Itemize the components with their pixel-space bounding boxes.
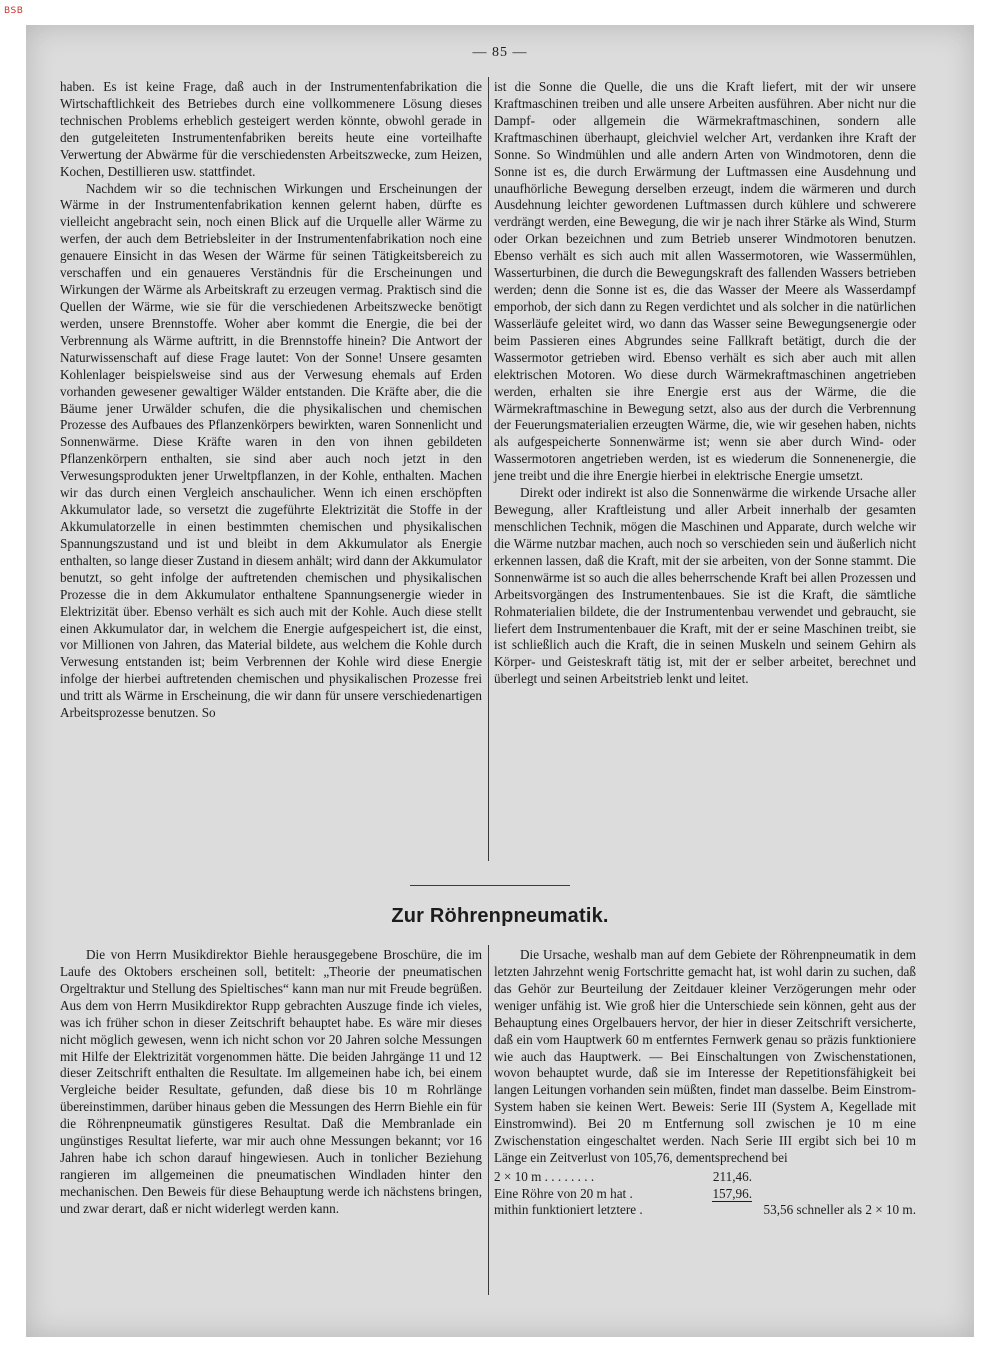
section-separator [410, 885, 570, 886]
calc-value: 211,46. [712, 1168, 752, 1184]
calc-label: Eine Röhre von 20 m hat . [494, 1185, 633, 1201]
column-divider-top [488, 77, 489, 861]
calc-value-underlined: 157,96. [712, 1185, 752, 1201]
calc-result [764, 1202, 916, 1219]
calc-row [494, 1185, 916, 1202]
paragraph: ist die Sonne die Quelle, die uns die Kraft liefert, mit der wir unsere Kraftmaschinen treiben und alle unsere Arbeiten ausführen. Aber nicht nur die Dampf- oder allgemein die Wärmekraftmaschinen, sondern alle Kraftmaschinen überhaupt, gleichviel welcher Art, verdanken ihre Kraft der Sonne. So Windmühlen und alle andern Arten von Windmotoren, denn die Sonne ist es, die durch Erwärmung der Luftmassen eine Ausdehnung und unaufhörliche Bewegung derselben erzeugt, indem die wärmeren und durch Ausdehnung leichter gewordenen Luftmassen durch kühlere und schwerere verdrängt werden, eine Bewegung, die wir je nach ihrer Stärke als Wind, Sturm oder Orkan bezeichnen und zum Betrieb unserer Windmotoren benutzen. Ebenso verhält es sich auch mit allen Wassermotoren, wie Wassermühlen, Wasserturbinen, die durch die Bewegungskraft des fallenden Wassers betrieben werden; denn die Sonne ist es, die das Wasser der Meere als Wasserdampf emporhob, der sich dann zu Regen verdichtet und als solcher in die natürlichen Wasserläufe geleitet wird, wo dann das Wasser seine Bewegungsenergie oder beim Passieren eines Abgrundes seine Fallkraft betätigt, durch die der Wassermotor getrieben wird. Ebenso verhält es sich aber auch mit allen elektrischen Motoren. Wo diese durch Wärmekraftmaschinen angetrieben werden, erhalten sie ihre Energie erst aus der Wärme, die die Wärmekraftmaschine in Bewegung setzt, also aus der durch die Verbrennung der Feuerungsmaterialien erzeugten Wärme, die, wie wir gesehen haben, nichts als aufgespeicherte Sonnenwärme ist; wenn sie aber durch Wind- oder Wassermotoren angetrieben werden, ist es wiederum die Sonnenenergie, die jene treibt und die ihre Energie hierbei in elektrische Energie umsetzt. [494, 79, 916, 484]
page-number: — 85 — [472, 45, 528, 60]
article2-heading: Zur Röhrenpneumatik. [391, 905, 609, 927]
calculation-table [494, 1168, 916, 1202]
article1-column-left [60, 79, 482, 722]
calc-label: mithin funktioniert letztere . [494, 1201, 643, 1217]
calc-label: 2 × 10 m . . . . . . . . [494, 1168, 595, 1184]
paragraph: haben. Es ist keine Frage, daß auch in der Instrumentenfabrikation die Wirtschaftlichkeit des Betriebes durch eine vollkommenere Lösung dieses technischen Problems erheblich gesteigert werden könnte, obwohl gerade in den gutgeleiteten Instrumentenfabriken bereits heute eine vorteilhafte Verwertung der Abwärme für die verschiedensten Arbeitszwecke, zum Heizen, Kochen, Destillieren usw. stattfindet. [60, 79, 482, 179]
column-divider-bottom [488, 945, 489, 1295]
paragraph: Die von Herrn Musikdirektor Biehle herausgegebene Broschüre, die im Laufe des Oktobers erscheinen soll, betitelt: „Theorie der pneumatischen Orgeltraktur und Stellung des Spieltisches“ kann man nur mit Freude begrüßen. Aus dem von Herrn Musikdirektor Rupp gebrachten Auszuge finde ich vieles, was ich früher schon in dieser Zeitschrift behauptet habe. Es wäre mir dieses nicht möglich gewesen, wenn ich nicht schon vor 20 Jahren solche Messungen mit Hilfe der Elektrizität vorgenommen hätte. Die beiden Jahrgänge 11 und 12 dieser Zeitschrift enthalten die Resultate. Im allgemeinen habe ich, bei einem Vergleiche beider Resultate, gefunden, daß diese bis 10 m Rohrlänge übereinstimmen, darüber hinaus geben die Messungen des Herrn Biehle ein für die Röhrenpneumatik günstigeres Resultat. Daß die Membranlade ein ungünstiges Resultat lieferte, war mir auch ohne Messungen bekannt; vor 16 Jahren habe ich schon darauf hingewiesen. Auch in tonlicher Beziehung rangieren im allgemeinen die pneumatischen Windladen hinter den mechanischen. Den Beweis für diese Behauptung werde ich nächstens bringen, und zwar derart, daß er nicht widerlegt werden kann. [60, 947, 482, 1216]
calc-value [692, 1185, 916, 1202]
calc-result-row [494, 1202, 916, 1219]
calc-row [494, 1168, 916, 1185]
article2-column-right [494, 947, 916, 1219]
paragraph: Nachdem wir so die technischen Wirkungen und Erscheinungen der Wärme in der Instrumentenfabrikation kennen gelernt haben, dürfte es vielleicht angebracht sein, noch einen Blick auf die Urquelle aller Wärme zu werfen, der auch dem Betriebsleiter in der Instrumentenfabrikation noch eine genauere Einsicht in das Wesen der Wärme für seinen Tätigkeitsbereich zu verschaffen und ein genaueres Verständnis für die Erscheinungen und Wirkungen der Wärme als Arbeitskraft zu erzeugen vermag. Praktisch sind die Quellen der Wärme, wie sie für die verschiedenen Arbeitszwecke benötigt werden, unsere Brennstoffe. Woher aber kommt die Energie, die bei der Verbrennung als Wärme auftritt, in die Brennstoffe hinein? Die Antwort der Naturwissenschaft auf diese Frage lautet: Von der Sonne! Unsere gesamten Kohlenlager beispielsweise sind aus der Verwesung ehemals auf Erden vorhanden gewesener gewaltiger Wälder entstanden. Die Kräfte aber, die die Bäume jener Urwälder schufen, die die physikalischen und chemischen Prozesse des Aufbaues des Pflanzenkörpers bewirkten, waren Sonnenlicht und Sonnenwärme. Diese Kräfte waren in den von ihnen gebildeten Pflanzenkörpern enthalten, sie sind aber auch noch jetzt in den Verwesungsprodukten jener Urweltpflanzen, in der Kohle, enthalten. Machen wir das durch einen Vergleich anschaulicher. Wenn ich einen erschöpften Akkumulator lade, so versetzt die zugeführte Elektrizität die Stoffe in der Akkumulatorzelle in einen bestimmten chemischen und physikalischen Spannungszustand und ist und bleibt in dem Akkumulator als Energie enthalten, so lange dieser Zustand in diesem anhält; wird dann der Akkumulator benutzt, so geht infolge der auftretenden chemischen und physikalischen Prozesse die in dem Akkumulator enthaltene Spannungsenergie wieder in Elektrizität über. Ebenso verhält es sich auch mit der Kohle. Auch diese stellt einen Akkumulator dar, in welchem die Energie aufgespeichert ist, die einst, vor Millionen von Jahren, das Material bildete, aus welchem die Kohle durch Verwesung entstanden ist; beim Verbrennen der Kohle wird diese Energie infolge der hierbei auftretenden chemischen und physikalischen Prozesse frei und tritt als Wärme in Erscheinung, die wir dann für unsere verschiedenartigen Arbeitsprozesse benutzen. So [60, 180, 482, 721]
paragraph: Direkt oder indirekt ist also die Sonnenwärme die wirkende Ursache aller Bewegung, aller Kraftleistung und aller Arbeit innerhalb der gesamten menschlichen Technik, mögen die Maschinen und Apparate, durch welche wir die Wärme nutzbar machen, auch noch so verschieden sein und äußerlich nicht erkennen lassen, daß die Kraft, mit der sie arbeiten, von der Sonne stammt. Die Sonnenwärme ist so auch die alles beherrschende Kraft bei allen Prozessen und Arbeitsvorgängen des Instrumentenbaues. Sie ist die Kraft, die sämtliche Rohmaterialien bildete, die der Instrumentenbau verwendet und gebraucht, sie liefert dem Instrumentenbauer die Kraft, mit der er seine Maschinen treibt, sie ist schließlich auch die Kraft, die in seinen Muskeln und seinem Gehirn als Körper- und Geisteskraft tätig ist, mit der er selber arbeitet, berechnet und überlegt und seinen Arbeitstrieb lenkt und leitet. [494, 485, 916, 687]
paragraph: Die Ursache, weshalb man auf dem Gebiete der Röhrenpneumatik in dem letzten Jahrzehnt wenig Fortschritte gemacht hat, ist wohl darin zu suchen, daß das Gehör zur Beurteilung der Zeitdauer kleiner Verzögerungen mehr oder weniger unfähig ist. Wie groß hier die Unterschiede sein können, geht aus der Behauptung eines Orgelbauers hervor, der hier in dieser Zeitschrift versicherte, daß ein vom Hauptwerk 60 m entferntes Fernwerk genau so präzis funktioniere wie auch das Hauptwerk. — Bei Einschaltungen von Zwischenstationen, wovon behauptet wurde, daß sie im Interesse der Repetitionsfähigkeit bei langen Leitungen vorhanden sein müßten, findet man dasselbe. Beim Einstrom-System haben sie keinen Wert. Beweis: Serie III (System A, Kegellade mit Einstromwind). Bei 20 m Entfernung soll zwischen je 10 m eine Zwischenstation eingeschaltet werden. Nach Serie III ergibt sich bei 10 m Länge ein Zeitverlust von 105,76, dementsprechend bei [494, 947, 916, 1166]
article2-column-left [60, 947, 482, 1218]
article1-column-right [494, 79, 916, 688]
calc-value: 53,56 [763, 1201, 794, 1217]
scanned-page [26, 25, 974, 1337]
library-stamp: BSB [4, 6, 24, 16]
calc-tail: schneller als 2 × 10 m. [796, 1201, 916, 1217]
